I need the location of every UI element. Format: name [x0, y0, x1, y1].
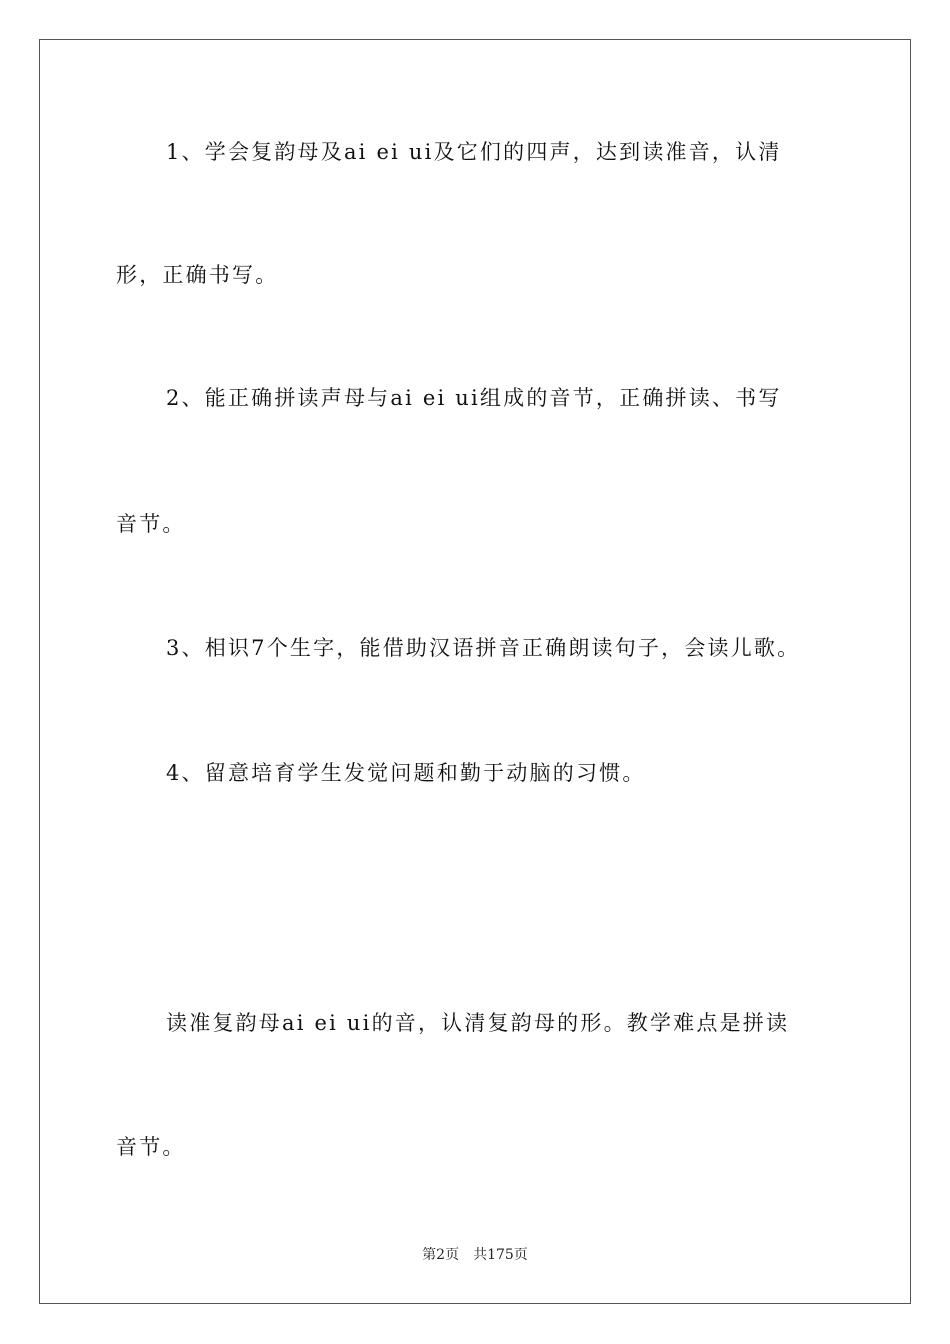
paragraph-1-line-1: 1、学会复韵母及ai ei ui及它们的四声，达到读准音，认清 — [166, 140, 782, 164]
paragraph-5-line-1: 读准复韵母ai ei ui的音，认清复韵母的形。教学难点是拼读 — [166, 1011, 790, 1035]
page-number-footer: 第2页 共175页 — [422, 1247, 528, 1263]
paragraph-2-line-1: 2、能正确拼读声母与ai ei ui组成的音节，正确拼读、书写 — [166, 386, 782, 410]
paragraph-2-line-2: 音节。 — [116, 512, 186, 536]
paragraph-1-line-2: 形，正确书写。 — [116, 263, 279, 287]
paragraph-4-line-1: 4、留意培育学生发觉问题和勤于动脑的习惯。 — [166, 761, 646, 785]
page-border — [39, 39, 911, 1304]
paragraph-3-line-1: 3、相识7个生字，能借助汉语拼音正确朗读句子，会读儿歌。 — [166, 636, 801, 660]
paragraph-5-line-2: 音节。 — [116, 1135, 186, 1159]
